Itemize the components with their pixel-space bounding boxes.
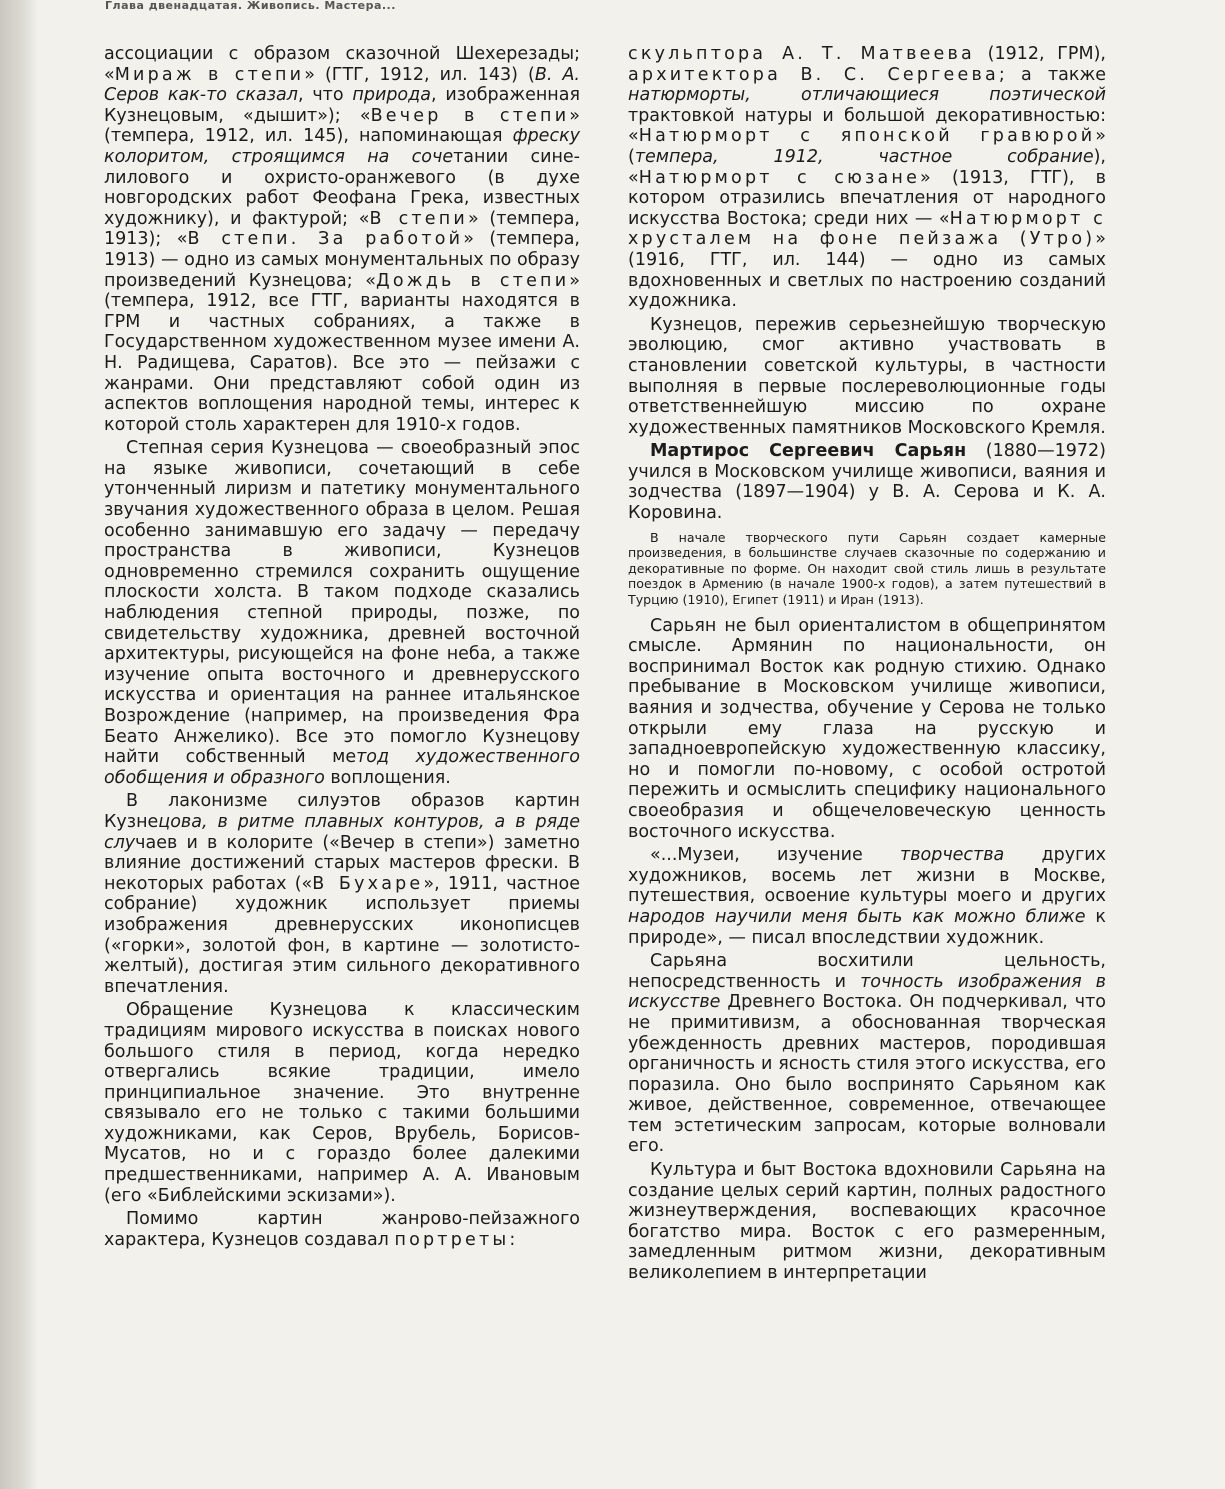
spaced-title: архитектора В. С. Сергеева bbox=[628, 64, 999, 85]
text-run: » ( bbox=[628, 126, 1106, 167]
italic-text: темпера, 1912, частное собрание bbox=[634, 146, 1094, 167]
text-run: ; а также bbox=[998, 64, 1106, 85]
text-run: В начале творческого пути Сарьян создает камерные произведения, в большинстве случаев сказочные по содержанию и декоративные по форме. Он находит свой стиль лишь в результате поездок в Армению (в начале 1900-х годов), а затем путешествий в Турцию (1910), Египет (1911) и Иран (1913). bbox=[628, 529, 1106, 608]
body-paragraph bbox=[104, 1000, 580, 1206]
body-paragraph bbox=[628, 441, 1106, 523]
spaced-title: Дождь в степи bbox=[376, 270, 570, 291]
body-paragraph bbox=[628, 845, 1106, 948]
text-run: » (ГТГ, 1912, ил. 143) ( bbox=[304, 64, 535, 85]
spaced-title: Натюрморт с сюзане bbox=[638, 167, 921, 188]
body-paragraph bbox=[628, 315, 1106, 439]
text-run: Кузнецов, пережив серьезнейшую творческую эволюцию, смог активно участвовать в становлении советской культуры, в частности выполняя в первые послереволюционные годы ответственнейшую миссию по охране художественных памятников Московского Кремля. bbox=[628, 314, 1106, 438]
text-run: (1912, ГРМ), bbox=[974, 44, 1106, 64]
italic-text: точность изображения в искусстве bbox=[628, 971, 1106, 1013]
spaced-title: В степи. За работой bbox=[187, 229, 464, 250]
text-run: В лаконизме силуэтов образов картин Кузне bbox=[104, 791, 580, 832]
italic-text: народов научили меня быть как можно ближе bbox=[628, 906, 1086, 927]
text-run: Сарьяна восхитили цельность, непосредственность и bbox=[628, 951, 1106, 992]
text-run: Древнего Востока. Он подчеркивал, что не примитивизм, а обоснованная творческая убежденность древних мастеров, породившая органичность и ясность стиля этого искусства, его поразила. Оно было воспринято Сарьяном как живое, действенное, современное, отвечающее тем эстетическим запросам, которые волновали его. bbox=[628, 992, 1106, 1157]
text-run: », 1911, частное собрание) художник использует приемы изображения древнерусских иконописцев («горки», золотой фон, в картине — золотисто-желтый), достигая этим сильного декоративного впечатления. bbox=[104, 873, 580, 997]
text-run: Сарьян не был ориенталистом в общепринятом смысле. Армянин по национальности, он воспринимал Восток как родную стихию. Однако пребывание в Московском училище живописи, ваяния и зодчества, обучение у Серова не только открыли ему глаза на русскую и западноевропейскую художественную классику, но и помогли по-новому, с особой остротой пережить и осмыслить специфику национального своеобразия и общечеловеческую ценность восточного искусства. bbox=[628, 615, 1106, 842]
body-paragraph bbox=[104, 438, 580, 788]
spaced-title: Мираж в степи bbox=[114, 64, 305, 85]
text-run: ), « bbox=[628, 146, 1106, 188]
italic-text: тод художественного обобщения и образного bbox=[104, 747, 580, 788]
spaced-title: В степи bbox=[369, 208, 468, 229]
text-run: к природе», — писал впоследствии художник. bbox=[628, 906, 1106, 948]
body-paragraph bbox=[628, 951, 1106, 1157]
italic-text: натюрморты, отличающиеся поэтической bbox=[628, 85, 1106, 106]
italic-text: фреску колоритом, строящимся на соче bbox=[104, 126, 580, 167]
text-run: «...Музеи, изучение bbox=[650, 845, 900, 866]
text-run: Культура и быт Востока вдохновили Сарьяна на создание целых серий картин, полных радостного жизнеутверждения, воспевающих красочное богатство мира. Восток с его размеренным, замедленным ритмом жизни, декоративным великолепием в интерпретации bbox=[628, 1160, 1106, 1284]
right-text-column bbox=[628, 44, 1106, 1284]
text-run: » (темпера, 1912, ил. 145), напоминающая bbox=[104, 105, 580, 147]
text-run: ассоциации с образом сказочной Шехерезады; « bbox=[104, 44, 580, 85]
italic-text: природа bbox=[352, 85, 431, 106]
body-paragraph bbox=[628, 616, 1106, 843]
text-run: тании сине-лилового и охристо-оранжевого (в духе новгородских работ Феофана Грека, известных художнику), и фактурой; « bbox=[104, 146, 580, 229]
footnote-paragraph bbox=[628, 530, 1106, 608]
spaced-title: Натюрморт с японской гравюрой bbox=[638, 126, 1096, 147]
italic-text: цова, в ритме плавных контуров, а в ряде слу bbox=[104, 811, 580, 853]
text-run: » (1916, ГТГ, ил. 144) — одно из самых вдохновенных и светлых по настроению созданий художника. bbox=[628, 229, 1106, 312]
spaced-title: Вечер в степи bbox=[370, 105, 570, 126]
text-run: » (темпера, 1913) — одно из самых монументальных по образу произведений Кузнецова; « bbox=[104, 229, 580, 291]
body-paragraph bbox=[104, 1209, 580, 1250]
text-run: » (темпера, 1913); « bbox=[104, 208, 580, 250]
body-paragraph bbox=[628, 1160, 1106, 1284]
text-run: Обращение Кузнецова к классическим традициям мирового искусства в поисках нового большого стиля в период, когда нередко отвергались всякие традиции, имело принципиальное значение. Это внутренне связывало его не только с такими большими художниками, как Серов, Врубель, Борисов-Мусатов, но и с гораздо более далекими предшественниками, например А. А. Ивановым (его «Библейскими эскизами»). bbox=[104, 1000, 580, 1206]
spaced-title: скульптора А. Т. Матвеева bbox=[628, 44, 975, 64]
body-paragraph bbox=[628, 44, 1106, 312]
text-run: , изображенная Кузнецовым, «дышит»); « bbox=[104, 85, 581, 126]
body-paragraph bbox=[104, 44, 580, 435]
running-head: Глава двенадцатая. Живопись. Мастера... bbox=[105, 0, 396, 12]
left-text-column bbox=[104, 44, 580, 1250]
text-run: Помимо картин жанрово-пейзажного характера, Кузнецов создавал bbox=[104, 1209, 580, 1250]
spaced-title: В Бухаре bbox=[312, 873, 424, 894]
text-run: » (1913, ГТГ), в котором отразились впечатления от народного искусства Востока; среди них — « bbox=[628, 167, 1106, 229]
text-run: (1880—1972) учился в Московском училище живописи, ваяния и зодчества (1897—1904) у В. А. Серова и К. А. Коровина. bbox=[628, 441, 1106, 524]
text-run: других художников, восемь лет жизни в Москве, путешествия, освоение культуры моего и других bbox=[628, 845, 1106, 907]
body-paragraph bbox=[104, 791, 580, 997]
page-binding-shadow bbox=[0, 0, 38, 1489]
text-run: чаев и в колорите («Вечер в степи») заметно влияние достижений старых мастеров фрески. В некоторых работах (« bbox=[104, 832, 580, 894]
italic-text: творчества bbox=[900, 845, 1005, 866]
text-run: » (темпера, 1912, все ГТГ, варианты находятся в ГРМ и частных собраниях, а также в Государственном художественном музее имени А. Н. Радищева, Саратов). Все это — пейзажи с жанрами. Они представляют собой один из аспектов воплощения народной темы, интерес к которой столь характерен для 1910-х годов. bbox=[104, 270, 580, 435]
spaced-title: Натюрморт с хрусталем на фоне пейзажа (Утро) bbox=[628, 208, 1107, 250]
bold-name: Мартирос Сергеевич Сарьян bbox=[650, 441, 967, 462]
text-run: воплощения. bbox=[324, 767, 451, 788]
spaced-title: портреты bbox=[394, 1229, 510, 1250]
italic-text: В. А. Серов как-то сказал bbox=[104, 64, 580, 106]
text-run: , что bbox=[297, 85, 353, 106]
text-run: трактовкой натуры и большой декоративностью: « bbox=[628, 105, 1106, 147]
text-run: Степная серия Кузнецова — своеобразный эпос на языке живописи, сочетающий в себе утонченный лиризм и патетику монументального звучания художественного образа в целом. Решая особенно занимавшую его задачу — передачу пространства в живописи, Кузнецов одновременно стремился сохранить ощущение плоскости холста. В таком подходе сказались наблюдения степной природы, позже, по свидетельству художника, древней восточной архитектуры, рисующейся на фоне неба, а также изучение опыта восточного и древнерусского искусства и ориентация на раннее итальянское Возрождение (например, на произведения Фра Беато Анжелико). Все это помогло Кузнецову найти собственный ме bbox=[104, 438, 580, 768]
text-run: : bbox=[509, 1229, 516, 1250]
